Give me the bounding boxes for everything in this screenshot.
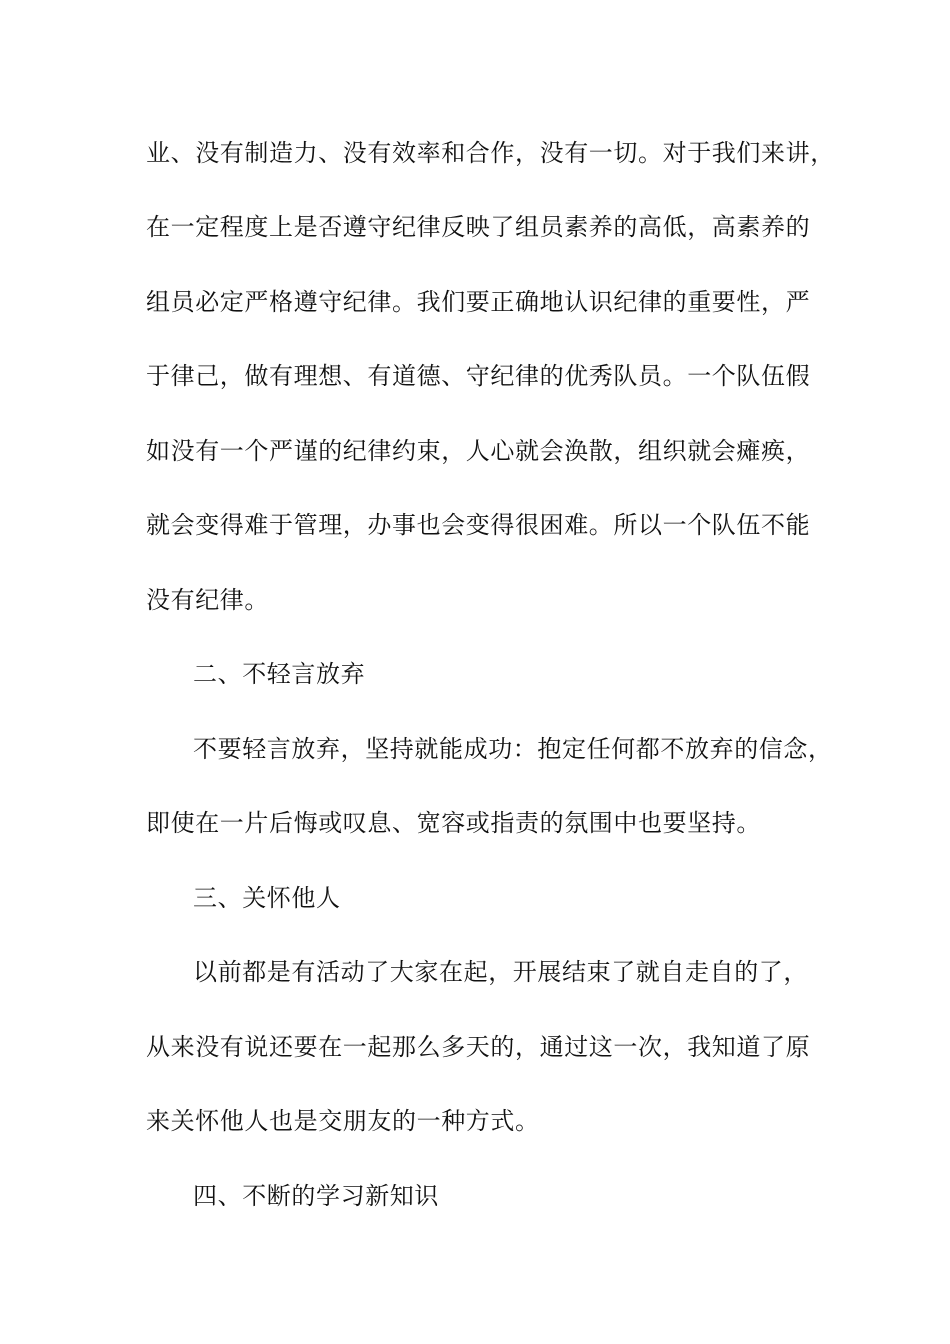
paragraph-line: 就会变得难于管理，办事也会变得很困难。所以一个队伍不能 <box>146 511 811 539</box>
paragraph-line: 即使在一片后悔或叹息、宽容或指责的氛围中也要坚持。 <box>146 809 761 837</box>
paragraph-line: 业、没有制造力、没有效率和合作，没有一切。对于我们来讲， <box>146 139 835 167</box>
paragraph-line: 如没有一个严谨的纪律约束，人心就会涣散，组织就会瘫痪， <box>146 437 811 465</box>
paragraph-line: 以前都是有活动了大家在起，开展结束了就自走自的了， <box>193 958 808 986</box>
paragraph-line: 组员必定严格遵守纪律。我们要正确地认识纪律的重要性，严 <box>146 288 811 316</box>
paragraph-line: 从来没有说还要在一起那么多天的，通过这一次，我知道了原 <box>146 1033 811 1061</box>
paragraph-line: 于律己，做有理想、有道德、守纪律的优秀队员。一个队伍假 <box>146 362 811 390</box>
paragraph-line: 不要轻言放弃，坚持就能成功：抱定任何都不放弃的信念， <box>193 735 833 763</box>
paragraph-line: 来关怀他人也是交朋友的一种方式。 <box>146 1107 540 1135</box>
section-heading-3: 三、关怀他人 <box>193 884 341 912</box>
paragraph-line: 没有纪律。 <box>146 586 269 614</box>
paragraph-line: 在一定程度上是否遵守纪律反映了组员素养的高低，高素养的 <box>146 213 811 241</box>
section-heading-4: 四、不断的学习新知识 <box>193 1182 439 1210</box>
section-heading-2: 二、不轻言放弃 <box>193 660 366 688</box>
